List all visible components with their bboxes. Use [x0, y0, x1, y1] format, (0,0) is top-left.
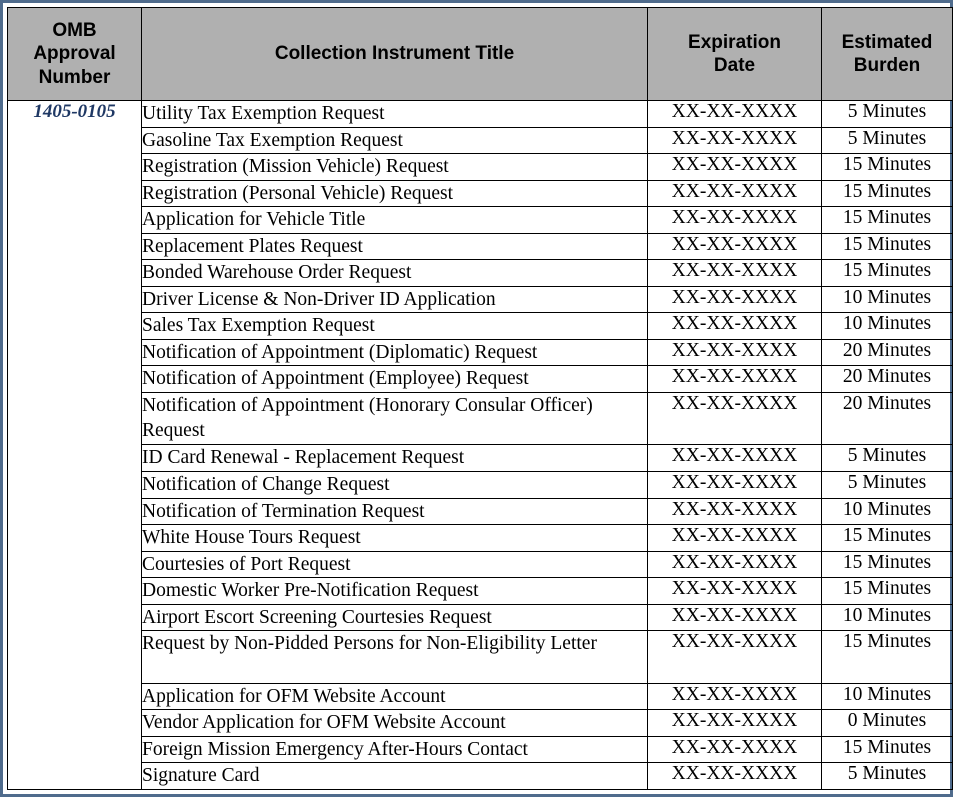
table-row	[8, 736, 953, 763]
table-row	[8, 498, 953, 525]
collection-instrument-title-cell: Courtesies of Port Request	[142, 551, 648, 578]
collection-instrument-title-cell: Registration (Personal Vehicle) Request	[142, 180, 648, 207]
collection-instrument-title-cell: Sales Tax Exemption Request	[142, 313, 648, 340]
estimated-burden-cell: 15 Minutes	[822, 180, 953, 207]
estimated-burden-cell: 5 Minutes	[822, 763, 953, 790]
expiration-date-cell: XX-XX-XXXX	[648, 763, 822, 790]
table-row	[8, 101, 953, 128]
collection-instrument-title-cell: Notification of Change Request	[142, 471, 648, 498]
estimated-burden-cell: 20 Minutes	[822, 339, 953, 366]
expiration-date-cell: XX-XX-XXXX	[648, 710, 822, 737]
column-header-collection-instrument-title: Collection Instrument Title	[142, 8, 648, 101]
table-row	[8, 233, 953, 260]
expiration-date-cell: XX-XX-XXXX	[648, 578, 822, 605]
table-body	[8, 101, 953, 790]
collection-instrument-title-cell: Notification of Appointment (Honorary Consular Officer) Request	[142, 393, 648, 445]
expiration-date-cell: XX-XX-XXXX	[648, 551, 822, 578]
expiration-date-cell: XX-XX-XXXX	[648, 366, 822, 393]
expiration-date-cell: XX-XX-XXXX	[648, 286, 822, 313]
table-row	[8, 551, 953, 578]
header-line-2: Date	[713, 55, 756, 76]
column-header-expiration-date	[648, 8, 822, 101]
table-row	[8, 313, 953, 340]
table-row	[8, 578, 953, 605]
collection-instrument-title-cell: Replacement Plates Request	[142, 233, 648, 260]
estimated-burden-cell: 20 Minutes	[822, 366, 953, 393]
table-row	[8, 127, 953, 154]
omb-approval-number-cell: 1405-0105	[8, 101, 142, 790]
header-line-3: Number	[38, 66, 111, 88]
table-header	[8, 8, 953, 101]
collection-instrument-title-cell: Airport Escort Screening Courtesies Request	[142, 604, 648, 631]
table-row	[8, 339, 953, 366]
expiration-date-cell: XX-XX-XXXX	[648, 207, 822, 234]
estimated-burden-cell: 5 Minutes	[822, 445, 953, 472]
estimated-burden-cell: 0 Minutes	[822, 710, 953, 737]
estimated-burden-cell: 10 Minutes	[822, 604, 953, 631]
collection-instrument-title-cell: Registration (Mission Vehicle) Request	[142, 154, 648, 181]
collection-instrument-title-cell: Notification of Appointment (Employee) Request	[142, 366, 648, 393]
column-header-omb-approval-number	[8, 8, 142, 101]
table-row	[8, 260, 953, 287]
collection-instrument-title-cell: Request by Non-Pidded Persons for Non-Eligibility Letter	[142, 631, 648, 683]
expiration-date-cell: XX-XX-XXXX	[648, 683, 822, 710]
table-row	[8, 207, 953, 234]
estimated-burden-cell: 15 Minutes	[822, 260, 953, 287]
estimated-burden-cell: 15 Minutes	[822, 154, 953, 181]
estimated-burden-cell: 15 Minutes	[822, 207, 953, 234]
collection-instrument-title-cell: Application for Vehicle Title	[142, 207, 648, 234]
estimated-burden-cell: 5 Minutes	[822, 471, 953, 498]
estimated-burden-cell: 15 Minutes	[822, 233, 953, 260]
header-line-1: Estimated	[841, 31, 933, 53]
expiration-date-cell: XX-XX-XXXX	[648, 260, 822, 287]
expiration-date-cell: XX-XX-XXXX	[648, 127, 822, 154]
header-row	[8, 8, 953, 101]
table-row	[8, 286, 953, 313]
estimated-burden-cell: 20 Minutes	[822, 393, 953, 445]
table-row	[8, 683, 953, 710]
expiration-date-cell: XX-XX-XXXX	[648, 339, 822, 366]
table-row	[8, 710, 953, 737]
estimated-burden-cell: 15 Minutes	[822, 525, 953, 552]
table-row	[8, 525, 953, 552]
collection-instrument-title-cell: Signature Card	[142, 763, 648, 790]
header-line-1: Expiration	[688, 31, 781, 53]
burden-table	[7, 7, 953, 790]
collection-instrument-title-cell: White House Tours Request	[142, 525, 648, 552]
expiration-date-cell: XX-XX-XXXX	[648, 313, 822, 340]
expiration-date-cell: XX-XX-XXXX	[648, 525, 822, 552]
expiration-date-cell: XX-XX-XXXX	[648, 631, 822, 683]
header-line-2: Burden	[853, 55, 921, 76]
table-row	[8, 631, 953, 683]
expiration-date-cell: XX-XX-XXXX	[648, 154, 822, 181]
estimated-burden-cell: 10 Minutes	[822, 286, 953, 313]
expiration-date-cell: XX-XX-XXXX	[648, 233, 822, 260]
estimated-burden-cell: 15 Minutes	[822, 736, 953, 763]
estimated-burden-cell: 15 Minutes	[822, 551, 953, 578]
expiration-date-cell: XX-XX-XXXX	[648, 471, 822, 498]
header-line-1: OMB	[52, 20, 97, 42]
table-row	[8, 445, 953, 472]
collection-instrument-title-cell: Foreign Mission Emergency After-Hours Contact	[142, 736, 648, 763]
table-row	[8, 154, 953, 181]
expiration-date-cell: XX-XX-XXXX	[648, 101, 822, 128]
header-line-2: Approval	[33, 43, 116, 65]
collection-instrument-title-cell: ID Card Renewal - Replacement Request	[142, 445, 648, 472]
collection-instrument-title-cell: Driver License & Non-Driver ID Application	[142, 286, 648, 313]
table-row	[8, 366, 953, 393]
expiration-date-cell: XX-XX-XXXX	[648, 604, 822, 631]
estimated-burden-cell: 10 Minutes	[822, 313, 953, 340]
collection-instrument-title-cell: Application for OFM Website Account	[142, 683, 648, 710]
table-row	[8, 471, 953, 498]
expiration-date-cell: XX-XX-XXXX	[648, 445, 822, 472]
expiration-date-cell: XX-XX-XXXX	[648, 736, 822, 763]
estimated-burden-cell: 10 Minutes	[822, 498, 953, 525]
collection-instrument-title-cell: Notification of Termination Request	[142, 498, 648, 525]
estimated-burden-cell: 15 Minutes	[822, 631, 953, 683]
collection-instrument-title-cell: Vendor Application for OFM Website Account	[142, 710, 648, 737]
expiration-date-cell: XX-XX-XXXX	[648, 498, 822, 525]
collection-instrument-title-cell: Utility Tax Exemption Request	[142, 101, 648, 128]
table-row	[8, 393, 953, 445]
collection-instrument-title-cell: Bonded Warehouse Order Request	[142, 260, 648, 287]
estimated-burden-cell: 15 Minutes	[822, 578, 953, 605]
table-row	[8, 180, 953, 207]
table-row	[8, 763, 953, 790]
estimated-burden-cell: 10 Minutes	[822, 683, 953, 710]
estimated-burden-cell: 5 Minutes	[822, 101, 953, 128]
expiration-date-cell: XX-XX-XXXX	[648, 180, 822, 207]
collection-instrument-title-cell: Notification of Appointment (Diplomatic) Request	[142, 339, 648, 366]
table-row	[8, 604, 953, 631]
estimated-burden-cell: 5 Minutes	[822, 127, 953, 154]
collection-instrument-title-cell: Domestic Worker Pre-Notification Request	[142, 578, 648, 605]
column-header-estimated-burden	[822, 8, 953, 101]
expiration-date-cell: XX-XX-XXXX	[648, 393, 822, 445]
collection-instrument-title-cell: Gasoline Tax Exemption Request	[142, 127, 648, 154]
